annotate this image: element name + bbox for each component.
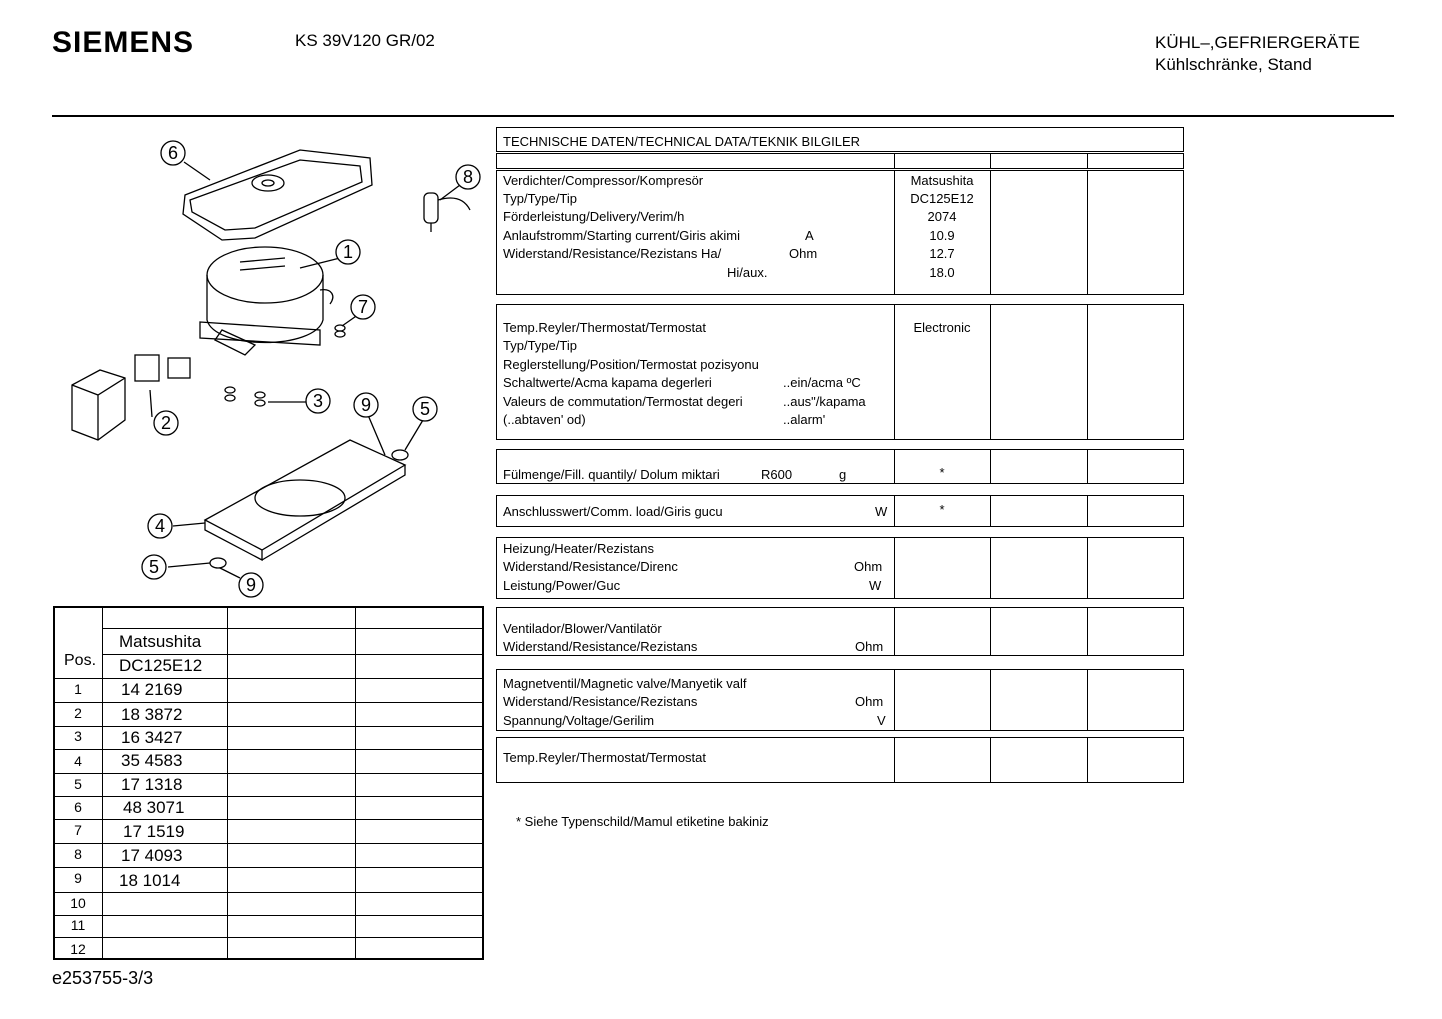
aux-winding-label: Hi/aux.	[727, 265, 768, 280]
starting-current-label: Anlaufstromm/Starting current/Giris akimi	[503, 228, 740, 243]
svg-text:4: 4	[154, 516, 166, 536]
base-plate-part	[205, 440, 405, 560]
heater-section	[496, 537, 1184, 599]
compressor-part	[200, 247, 333, 355]
part-number-2: 18 3872	[121, 705, 183, 724]
category-title: KÜHL–,GEFRIERGERÄTE	[1155, 33, 1360, 52]
compressor-value: Matsushita	[910, 173, 974, 188]
manufacturer-header: Matsushita	[119, 632, 202, 651]
capacitor-part	[424, 193, 470, 232]
blower-resistance-unit: Ohm	[855, 639, 884, 654]
callout-7	[351, 295, 375, 319]
type-plate-note: * Siehe Typenschild/Mamul etiketine bakiniz	[516, 814, 769, 829]
delivery-value: 2074	[927, 209, 957, 224]
svg-text:9: 9	[360, 395, 372, 415]
exploded-parts-diagram	[52, 130, 492, 605]
blower-label: Ventilador/Blower/Vantilatör	[503, 621, 662, 636]
valve-resistance-label: Widerstand/Resistance/Rezistans	[503, 694, 698, 709]
valve-voltage-label: Spannung/Voltage/Gerilim	[503, 713, 655, 728]
compressor-label: Verdichter/Compressor/Kompresör	[503, 173, 704, 188]
compressor-type-value: DC125E12	[910, 191, 974, 206]
thermostat-secondary-section	[496, 737, 1184, 783]
pos-header: Pos.	[64, 652, 97, 669]
resistance-unit: Ohm	[789, 246, 818, 261]
connected-load-unit: W	[875, 504, 888, 519]
pos-6: 6	[74, 799, 82, 815]
svg-text:9: 9	[245, 575, 257, 595]
starting-current-unit: A	[805, 228, 814, 243]
tech-data-title: TECHNISCHE DATEN/TECHNICAL DATA/TEKNIK BILGILER	[503, 134, 861, 149]
siemens-logo: SIEMENS	[52, 26, 195, 59]
parts-table	[53, 606, 484, 960]
svg-text:5: 5	[148, 557, 160, 577]
table-col-line	[102, 608, 103, 958]
callout-4	[148, 514, 172, 538]
pos-10: 10	[70, 895, 86, 911]
table-col-line	[227, 608, 228, 958]
alarm-label: ..alarm'	[783, 412, 826, 427]
resistance-aux-value: 18.0	[929, 265, 955, 280]
pos-9: 9	[74, 870, 82, 886]
tech-data-header-row	[496, 153, 1184, 169]
compressor-type-header: DC125E12	[119, 656, 203, 675]
heater-resistance-label: Widerstand/Resistance/Direnc	[503, 559, 678, 574]
pos-1: 1	[74, 681, 82, 697]
connected-load-value: *	[939, 502, 945, 517]
callout-8	[456, 165, 480, 189]
resistance-main-value: 12.7	[929, 246, 955, 261]
fill-quantity-section	[496, 449, 1184, 484]
part-number-9: 18 1014	[119, 871, 181, 890]
part-number-8: 17 4093	[121, 846, 183, 865]
pos-11: 11	[70, 917, 86, 933]
thermostat-value: Electronic	[913, 320, 971, 335]
svg-text:2: 2	[160, 413, 172, 433]
heater-power-unit: W	[869, 578, 882, 593]
connected-load-section	[496, 495, 1184, 527]
pos-12: 12	[70, 941, 86, 957]
callout-9-bottom	[239, 573, 263, 597]
part-number-5: 17 1318	[121, 775, 183, 794]
relay-box-part	[72, 370, 125, 440]
valve-resistance-unit: Ohm	[855, 694, 884, 709]
drip-tray-part	[183, 150, 372, 240]
blower-section	[496, 607, 1184, 656]
fill-quantity-unit: g	[839, 467, 847, 482]
category-subtitle: Kühlschränke, Stand	[1155, 55, 1312, 74]
tech-data-title-box	[496, 127, 1184, 152]
callout-9-top	[354, 393, 378, 417]
switch-off-label: ..aus"/kapama	[783, 394, 866, 409]
thermostat-position-label: Reglerstellung/Position/Termostat pozisyonu	[503, 357, 759, 372]
header-divider	[52, 115, 1394, 117]
callout-5-top	[413, 397, 437, 421]
valve-voltage-unit: V	[877, 713, 886, 728]
defrost-label: (..abtaven' od)	[503, 412, 586, 427]
magnetic-valve-label: Magnetventil/Magnetic valve/Manyetik valf	[503, 676, 747, 691]
part-number-4: 35 4583	[121, 751, 183, 770]
heater-resistance-unit: Ohm	[854, 559, 883, 574]
svg-text:1: 1	[342, 242, 354, 262]
heater-label: Heizung/Heater/Rezistans	[503, 541, 655, 556]
callout-1	[336, 240, 360, 264]
thermostat-type-label: Typ/Type/Tip	[503, 338, 577, 353]
switch-values-label: Schaltwerte/Acma kapama degerleri	[503, 375, 712, 390]
table-col-line	[355, 608, 356, 958]
pos-5: 5	[74, 776, 82, 792]
commutation-label: Valeurs de commutation/Termostat degeri	[503, 394, 743, 409]
compressor-section	[496, 170, 1184, 295]
pos-4: 4	[74, 753, 82, 769]
switch-on-label: ..ein/acma ºC	[783, 375, 861, 390]
svg-text:8: 8	[462, 167, 474, 187]
svg-text:3: 3	[312, 391, 324, 411]
callout-5-bottom	[142, 555, 166, 579]
resistance-label: Widerstand/Resistance/Rezistans Ha/	[503, 246, 722, 261]
thermostat-label: Temp.Reyler/Thermostat/Termostat	[503, 320, 707, 335]
grommet-part	[335, 325, 345, 337]
blower-resistance-label: Widerstand/Resistance/Rezistans	[503, 639, 698, 654]
refrigerant-type: R600	[761, 467, 793, 482]
part-number-1: 14 2169	[121, 680, 183, 699]
document-id: e253755-3/3	[52, 968, 154, 988]
magnetic-valve-section	[496, 669, 1184, 731]
part-number-6: 48 3071	[123, 798, 185, 817]
compressor-type-label: Typ/Type/Tip	[503, 191, 577, 206]
callout-3	[306, 389, 330, 413]
callout-2	[154, 411, 178, 435]
fill-quantity-label: Fülmenge/Fill. quantily/ Dolum miktari	[503, 467, 720, 482]
pos-8: 8	[74, 846, 82, 862]
thermostat-secondary-label: Temp.Reyler/Thermostat/Termostat	[503, 750, 707, 765]
pos-7: 7	[74, 822, 82, 838]
svg-text:6: 6	[167, 143, 179, 163]
grommet-set-part	[225, 387, 265, 406]
thermostat-section	[496, 304, 1184, 440]
pos-2: 2	[74, 705, 82, 721]
pos-3: 3	[74, 728, 82, 744]
callout-6	[161, 141, 185, 165]
starting-current-value: 10.9	[929, 228, 955, 243]
svg-text:7: 7	[357, 297, 369, 317]
part-number-3: 16 3427	[121, 728, 183, 747]
starter-relay-part	[135, 355, 190, 381]
fill-quantity-value: *	[939, 465, 945, 480]
heater-power-label: Leistung/Power/Guc	[503, 578, 621, 593]
model-number: KS 39V120 GR/02	[295, 31, 435, 50]
delivery-label: Förderleistung/Delivery/Verim/h	[503, 209, 685, 224]
part-number-7: 17 1519	[123, 822, 185, 841]
svg-text:5: 5	[419, 399, 431, 419]
connected-load-label: Anschlusswert/Comm. load/Giris gucu	[503, 504, 723, 519]
